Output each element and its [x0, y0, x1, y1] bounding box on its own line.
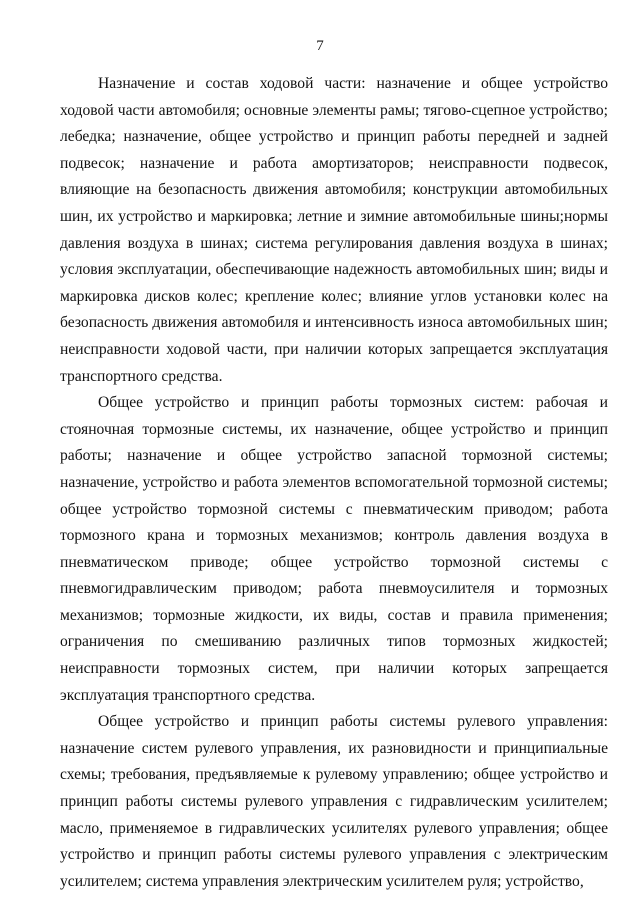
paragraph-steering: Общее устройство и принцип работы системы рулевого управления: назначение систем рулевого управления, их разновидности и принципиальные схемы; требования, предъявляемые к рулевому управлению; общее устройство и принцип работы системы рулевого управления с гидравлическим усилителем; масло, применяемое в гидравлических усилителях рулевого управления; общее устройство и принцип работы системы рулевого управления с электрическим усилителем; система управления электрическим усилителем руля; устройство, — [60, 713, 608, 890]
paragraph-brakes: Общее устройство и принцип работы тормозных систем: рабочая и стояночная тормозные системы, их назначение, общее устройство и принцип работы; назначение и общее устройство запасной тормозной системы; назначение, устройство и работа элементов вспомогательной тормозной системы; общее устройство тормозной системы с пневматическим приводом; работа тормозного крана и тормозных механизмов; контроль давления воздуха в пневматическом приводе; общее устройство тормозной системы с пневмогидравлическим приводом; работа пневмоусилителя и тормозных механизмов; тормозные жидкости, их виды, состав и правила применения; ограничения по смешиванию различных типов тормозных жидкостей; неисправности тормозных систем, при наличии которых запрещается эксплуатация транспортного средства. — [60, 394, 608, 704]
document-body — [60, 71, 608, 895]
paragraph-chassis: Назначение и состав ходовой части: назначение и общее устройство ходовой части автомобиля; основные элементы рамы; тягово-сцепное устройство; лебедка; назначение, общее устройство и принцип работы передней и задней подвесок; назначение и работа амортизаторов; неисправности подвесок, влияющие на безопасность движения автомобиля; конструкции автомобильных шин, их устройство и маркировка; летние и зимние автомобильные шины;нормы давления воздуха в шинах; система регулирования давления воздуха в шинах; условия эксплуатации, обеспечивающие надежность автомобильных шин; виды и маркировка дисков колес; крепление колес; влияние углов установки колес на безопасность движения автомобиля и интенсивность износа автомобильных шин; неисправности ходовой части, при наличии которых запрещается эксплуатация транспортного средства. — [60, 75, 608, 385]
page-number: 7 — [316, 38, 324, 54]
